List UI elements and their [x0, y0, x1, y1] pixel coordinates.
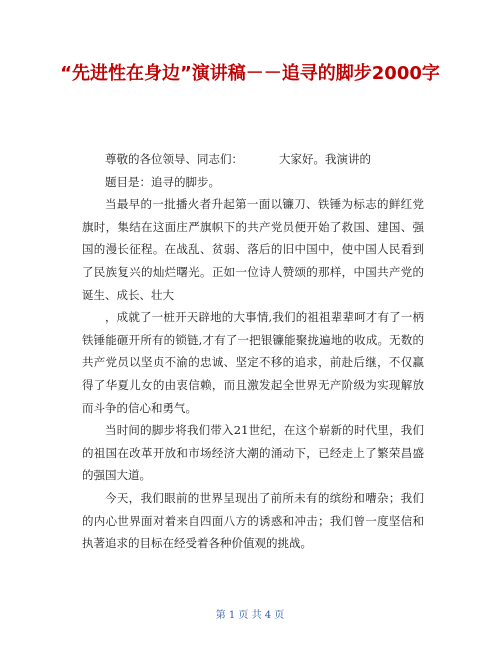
document-body	[82, 148, 424, 555]
paragraph-4: 今天，我们眼前的世界呈现出了前所未有的缤纷和嘈杂；我们的内心世界面对着来自四面八方的诱惑和冲击；我们曾一度坚信和执著追求的目标在经受着各种价值观的挑战。	[82, 490, 424, 551]
greeting-line	[82, 148, 424, 171]
paragraph-1: 当最早的一批播火者升起第一面以镰刀、铁锤为标志的鲜红党旗时，集结在这面庄严旗帜下的共产党员便开始了救国、建国、强国的漫长征程。在战乱、贫弱、落后的旧中国中，使中国人民看到了民族复兴的灿烂曙光。正如一位诗人赞颂的那样，中国共产党的诞生、成长、壮大	[82, 197, 424, 302]
topic-line: 题目是：追寻的脚步。	[105, 174, 220, 189]
document-title: “先进性在身边”演讲稿－－追寻的脚步2000字	[60, 63, 440, 84]
greeting-continuation: 大家好。我演讲的	[279, 152, 371, 166]
page-number-footer: 第 1 页 共 4 页	[215, 610, 285, 621]
greeting-text: 尊敬的各位领导、同志们：	[105, 152, 243, 166]
paragraph-3: 当时间的脚步将我们带入21世纪，在这个崭新的时代里，我们的祖国在改革开放和市场经济大潮的涌动下，已经走上了繁荣昌盛的强国大道。	[82, 423, 424, 483]
paragraph-2: ，成就了一桩开天辟地的大事情,我们的祖祖辈辈呵才有了一柄铁锤能砸开所有的锁链,才有了一把银镰能聚拢遍地的收成。无数的共产党员以坚贞不渝的忠诚、坚定不移的追求，前赴后继，不仅赢得了华夏儿女的由衷信赖，而且激发起全世界无产阶级为实现解放而斗争的信心和勇气。	[82, 310, 424, 415]
